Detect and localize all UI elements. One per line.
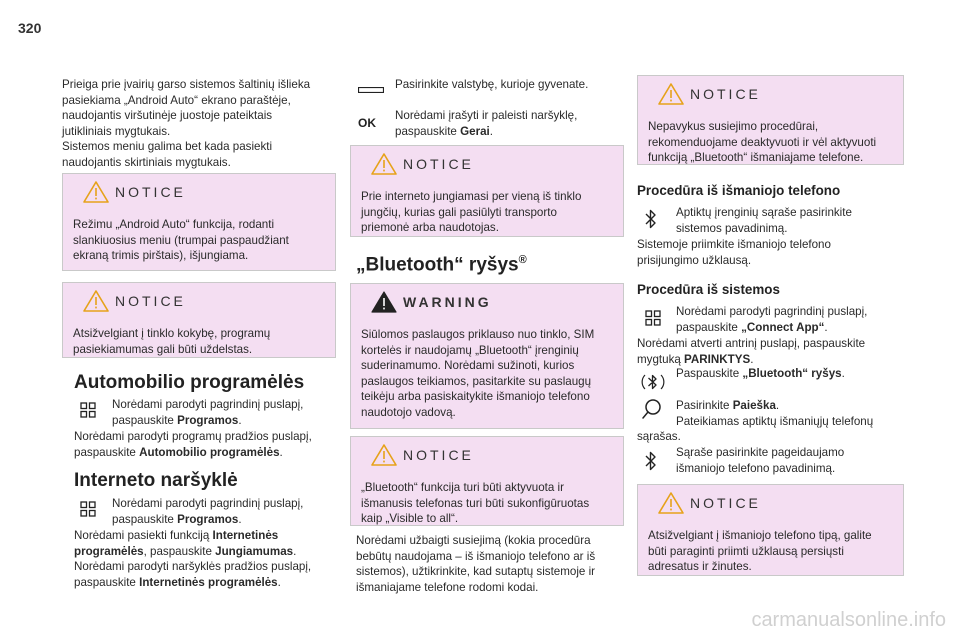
text-line: Sąraše pasirinkite pageidaujamo [676,446,845,459]
ok-step [395,108,635,139]
bold-text: Programos [177,512,239,526]
text: . [775,399,780,412]
notice-line: ekraną trimis pirštais), išjungiama. [73,249,249,263]
bold-text: Paieška [732,399,776,412]
intro-paragraph [62,77,330,171]
text-line [676,398,906,414]
bold-text: „Connect App“ [741,320,825,334]
text-line [112,512,342,528]
apps-step [112,397,342,428]
intro-line: pasiekiama „Android Auto“ ekrano paraštėje, [62,93,291,107]
text-line: Norėdami įrašyti ir paleisti naršyklę, [395,109,578,122]
notice-line: jungčių, kurias gali pasiūlyti transporto [361,205,557,219]
text: . [238,413,242,427]
notice-warning-icon [83,181,109,203]
notice-box [62,282,336,358]
phone-step [676,205,906,236]
notice-line: priemonė arba naudotojas. [361,221,499,235]
notice-warning-icon [371,444,397,466]
text-line [74,575,342,591]
text-line: išmaniajame telefone rodomi kodai. [356,580,539,594]
text-line: Pateikiamas aptiktų išmaniųjų telefonų [676,414,874,428]
notice-line: pasiekiamumas gali būti uždelstas. [73,342,253,356]
watermark: carmanualsonline.info [751,609,946,631]
heading-text: „Bluetooth“ ryšys [356,254,519,276]
notice-title: NOTICE [690,495,761,511]
page-number: 320 [18,20,42,36]
warning-line: suderinamumo. Norėdami sužinoti, kurios [361,359,575,373]
notice-line: Nepavykus susiejimo procedūrai, [648,120,819,133]
search-icon [641,398,663,420]
notice-title: NOTICE [690,86,761,102]
apps-grid-icon [80,501,96,517]
notice-line: Režimu „Android Auto“ funkcija, rodanti [73,218,275,231]
text: , paspauskite [143,544,216,558]
search-step [676,398,906,429]
bold-text: Automobilio programėlės [139,445,280,459]
intro-line: Prieiga prie įvairių garso sistemos šaltinių išlieka [62,78,311,91]
text: . [824,320,828,334]
text: . [293,544,297,558]
text-line: bebūtų naudojama – iš išmaniojo telefono ar iš [356,549,596,563]
notice-line: rekomenduojame deaktyvuoti ir vėl aktyvuoti [648,135,877,149]
notice-line: slankiuosius meniu (trumpai paspaudžiant [73,233,289,247]
warning-line: teikėju arba pasiskaitykite išmaniojo telefono [361,390,590,404]
bluetooth-icon [645,450,657,472]
text-line: Norėdami atverti antrinį puslapį, paspauskite [637,337,866,350]
text-line [637,352,905,368]
system-step [676,304,906,335]
bold-text: Gerai [460,124,490,138]
notice-line: būti paraginti priimti užklausą persiųsti [648,544,844,558]
warning-line: kortelės ir naudojamų „Bluetooth“ įrenginių [361,343,579,357]
text: paspauskite [395,124,461,138]
text-line: Norėdami užbaigti susiejimą (kokia procedūra [356,534,591,547]
notice-line: funkciją „Bluetooth“ išmaniajame telefone. [648,151,864,165]
text-line [676,366,906,382]
notice-line: Prie interneto jungiamasi per vieną iš tinklo [361,190,582,203]
subsection-heading: Procedūra iš išmaniojo telefono [637,183,841,198]
notice-text [73,326,327,357]
bold-text: Jungiamumas [215,544,294,558]
text-line [74,445,342,461]
apps-grid-icon [645,310,661,326]
notice-title: NOTICE [403,156,474,172]
text: . [279,445,283,459]
text: . [277,575,281,589]
system-paragraph [637,336,905,367]
apps-grid-icon [80,402,96,418]
text: paspauskite [676,320,742,334]
warning-icon [371,291,397,313]
notice-box [350,436,624,526]
notice-line: adresatus ir žinutes. [648,560,752,574]
text-line: Norėdami parodyti programų pradžios puslapį, [74,430,312,443]
notice-text [73,217,327,264]
text-line: Norėdami parodyti pagrindinį puslapį, [676,305,868,318]
bluetooth-connection-icon [640,369,666,395]
warning-title: WARNING [403,294,492,310]
outro-paragraph [356,533,626,595]
phone-paragraph [637,237,905,268]
bluetooth-step [676,366,906,382]
text-line [74,528,342,544]
text-line: Sistemoje priimkite išmaniojo telefono [637,238,831,251]
text-line: Norėdami parodyti pagrindinį puslapį, [112,398,304,411]
text: mygtuką [637,352,685,366]
text: paspauskite [112,512,178,526]
apps-paragraph [74,429,342,460]
text: . [238,512,242,526]
registered-mark: ® [518,254,527,266]
text: Pasirinkite [676,399,733,412]
browser-step [112,496,342,527]
text: Norėdami pasiekti funkciją [74,529,213,542]
notice-text [648,119,895,166]
notice-line: išmanusis telefonas turi būti sukonfigūruotas [361,496,590,510]
bold-text: Programos [177,413,239,427]
warning-box [350,283,624,429]
text: paspauskite [74,575,140,589]
bold-text: „Bluetooth“ ryšys [742,367,842,380]
text-line [395,124,635,140]
text-line: prisijungimo užklausą. [637,253,752,267]
notice-box [637,484,904,576]
intro-line: naudojantis skirtiniais mygtukais. [62,155,231,169]
notice-line: Atsižvelgiant į tinklo kokybę, programų [73,327,271,340]
notice-text [648,528,895,575]
notice-line: Atsižvelgiant į išmaniojo telefono tipą, galite [648,529,872,542]
notice-warning-icon [658,492,684,514]
section-heading: Automobilio programėlės [74,372,305,393]
notice-warning-icon [658,83,684,105]
text-line [74,544,342,560]
warning-line: Siūlomos paslaugos priklauso nuo tinklo, SIM [361,328,595,341]
notice-warning-icon [371,153,397,175]
intro-line: naudojantis viršutinėje juostoje pateiktais [62,109,273,123]
notice-warning-icon [83,290,109,312]
intro-line: jutikliniais mygtukais. [62,124,171,138]
notice-line: „Bluetooth“ funkcija turi būti aktyvuota ir [361,481,564,494]
notice-title: NOTICE [115,293,186,309]
subsection-heading: Procedūra iš sistemos [637,282,780,297]
text-line: išmaniojo telefono pavadinimą. [676,461,836,475]
text-line [112,413,342,429]
intro-line: Sistemos meniu galima bet kada pasiekti [62,140,273,154]
notice-title: NOTICE [403,447,474,463]
text-line [676,320,906,336]
notice-title: NOTICE [115,184,186,200]
notice-box [637,75,904,165]
warning-line: naudotojo vadovą. [361,405,456,419]
warning-text [361,327,615,421]
bold-text: PARINKTYS [684,352,751,366]
text-line: Aptiktų įrenginių sąraše pasirinkite [676,206,852,219]
notice-line: kaip „Visible to all“. [361,512,459,526]
text-line: sistemos pavadinimą. [676,221,788,235]
text: Paspauskite [676,367,743,380]
notice-text [361,189,615,236]
section-heading [356,254,527,276]
text: . [841,367,845,380]
warning-line: paslaugos teikiamos, pasitarkite su paslaugų [361,374,592,388]
input-field-icon [358,87,384,93]
section-heading: Interneto naršyklė [74,470,238,491]
text: paspauskite [112,413,178,427]
text-line: sistemos), užtikrinkite, kad sutaptų sistemoje ir [356,565,596,579]
text-line: sąrašas. [637,430,681,443]
notice-box [350,145,624,237]
bold-text: Internetinės [212,529,279,542]
text: . [489,124,493,138]
ok-icon: OK [358,116,376,130]
text: paspauskite [74,445,140,459]
text: . [750,352,754,366]
select-phone-step [676,445,906,476]
notice-box [62,173,336,271]
text-line: Norėdami parodyti naršyklės pradžios puslapį, [74,560,312,574]
bold-text: programėlės [74,544,144,558]
text-line: Norėdami parodyti pagrindinį puslapį, [112,497,304,510]
browser-paragraph [74,528,342,590]
bluetooth-icon [645,208,657,230]
country-step: Pasirinkite valstybę, kurioje gyvenate. [395,78,589,91]
bold-text: Internetinės programėlės [139,575,278,589]
notice-text [361,480,615,527]
